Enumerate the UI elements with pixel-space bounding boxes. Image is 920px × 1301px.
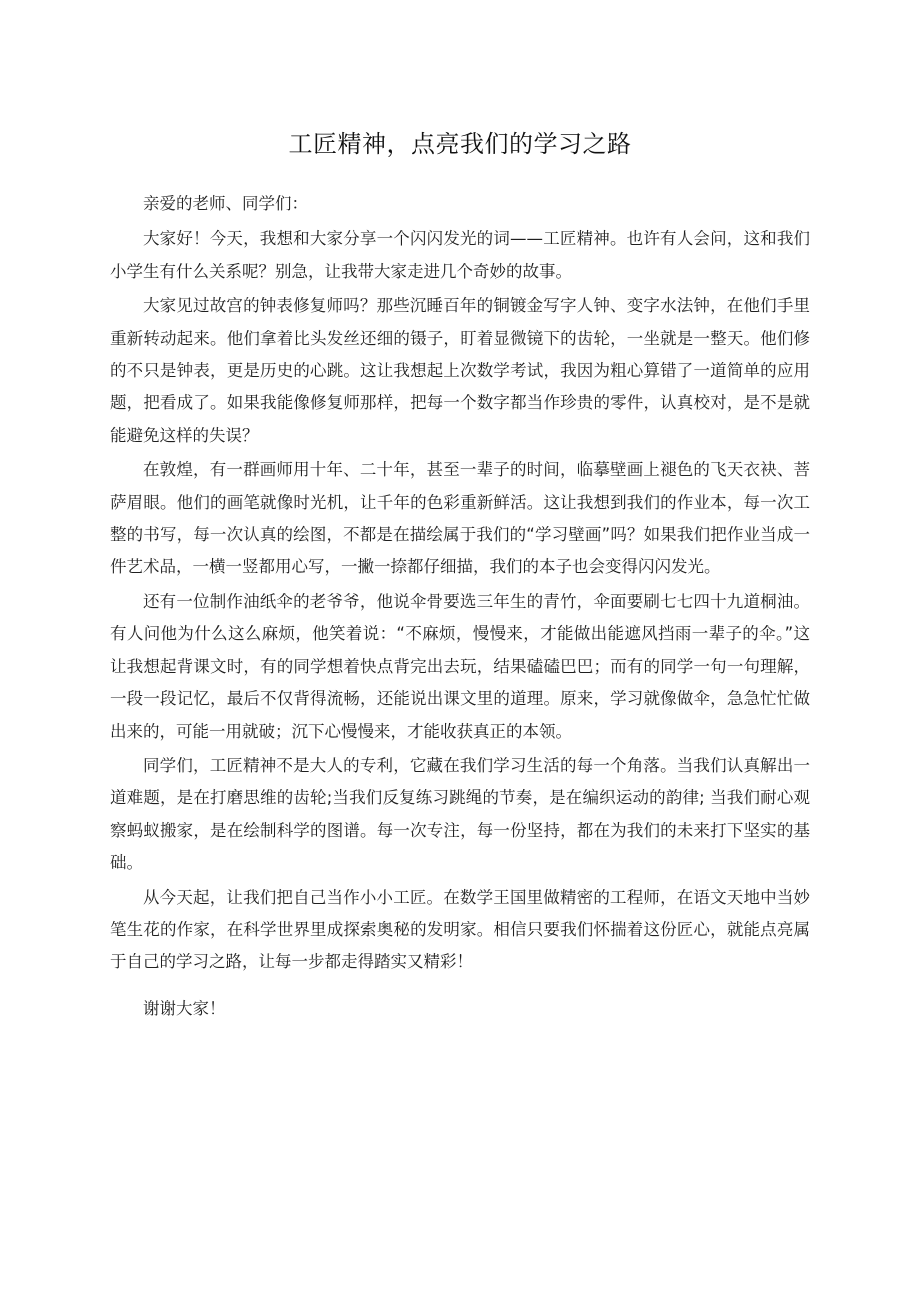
paragraph-clock-restorer: 大家见过故宫的钟表修复师吗？那些沉睡百年的铜镀金写字人钟、变字水法钟，在他们手里重新转动起来。他们拿着比头发丝还细的镊子，盯着显微镜下的齿轮，一坐就是一整天。他们修的不只是钟表，更是历史的心跳。这让我想起上次数学考试，我因为粗心算错了一道简单的应用题，把看成了。如果我能像修复师那样，把每一个数字都当作珍贵的零件，认真校对，是不是就能避免这样的失误？ — [110, 296, 810, 445]
paragraph-greeting: 大家好！今天，我想和大家分享一个闪闪发光的词——工匠精神。也许有人会问，这和我们小学生有什么关系呢？别急，让我带大家走进几个奇妙的故事。 — [110, 229, 810, 281]
paragraph-umbrella-maker: 还有一位制作油纸伞的老爷爷，他说伞骨要选三年生的青竹，伞面要刷七七四十九道桐油。有人问他为什么这么麻烦，他笑着说：“不麻烦，慢慢来，才能做出能遮风挡雨一辈子的伞。”这让我想起背课文时，有的同学想着快点背完出去玩，结果磕磕巴巴；而有的同学一句一句理解，一段一段记忆，最后不仅背得流畅，还能说出课文里的道理。原来，学习就像做伞，急急忙忙做出来的，可能一用就破；沉下心慢慢来，才能收获真正的本领。 — [110, 591, 810, 741]
document-page — [110, 124, 810, 1025]
closing-thanks: 谢谢大家！ — [143, 998, 226, 1018]
document-title: 工匠精神，点亮我们的学习之路 — [288, 130, 632, 158]
paragraph-call-to-action: 从今天起，让我们把自己当作小小工匠。在数学王国里做精密的工程师，在语文天地中当妙笔生花的作家，在科学世界里成探索奥秘的发明家。相信只要我们怀揣着这份匠心，就能点亮属于自己的学习之路，让每一步都走得踏实又精彩！ — [110, 887, 810, 972]
salutation: 亲爱的老师、同学们： — [143, 194, 308, 213]
paragraph-craftsman-spirit: 同学们，工匠精神不是大人的专利，它藏在我们学习生活的每一个角落。当我们认真解出一道难题，是在打磨思维的齿轮;当我们反复练习跳绳的节奏，是在编织运动的韵律; 当我们耐心观察蚂蚁搬家，是在绘制科学的图谱。每一次专注，每一份坚持，都在为我们的未来打下坚实的基础。 — [110, 755, 810, 873]
paragraph-dunhuang-painters: 在敦煌，有一群画师用十年、二十年，甚至一辈子的时间，临摹壁画上褪色的飞天衣袂、菩萨眉眼。他们的画笔就像时光机，让千年的色彩重新鲜活。这让我想到我们的作业本，每一次工整的书写，每一次认真的绘图，不都是在描绘属于我们的“学习壁画”吗？如果我们把作业当成一件艺术品，一横一竖都用心写，一撇一捺都仔细描，我们的本子也会变得闪闪发光。 — [110, 460, 810, 577]
